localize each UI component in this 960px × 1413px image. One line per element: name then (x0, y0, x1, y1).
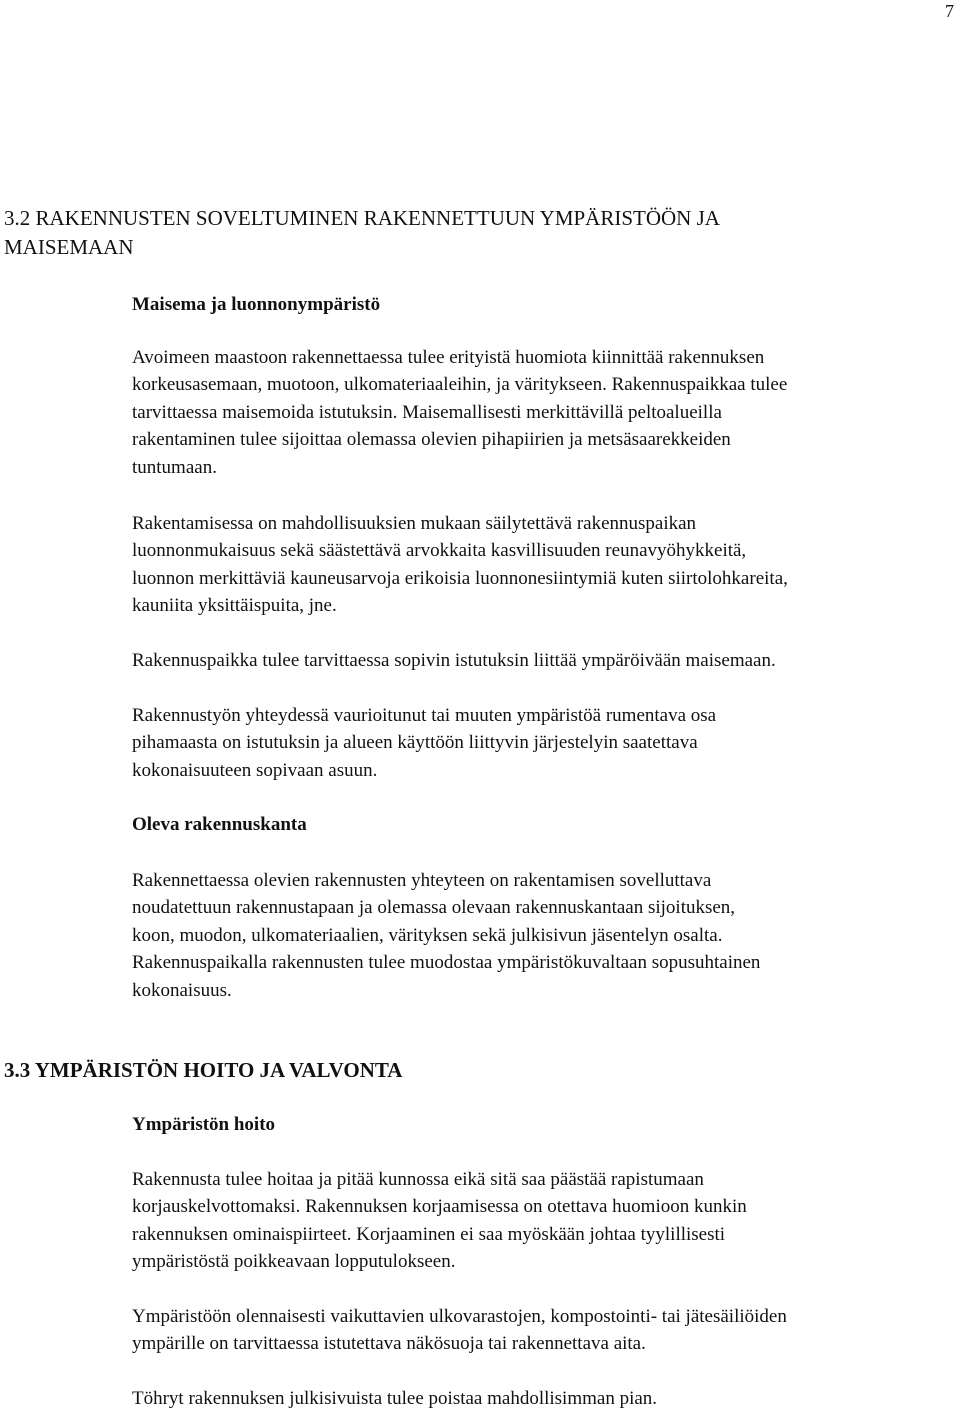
section-title-3-3: 3.3 YMPÄRISTÖN HOITO JA VALVONTA (4, 1058, 403, 1082)
paragraph-maintenance-2: Ympäristöön olennaisesti vaikuttavien ulkovarastojen, kompostointi- tai jätesäiliöiden ympärille on tarvittaessa istutettava näkösuoja tai rakennettava aita. (132, 1306, 787, 1355)
subheading-maintenance: Ympäristön hoito (132, 1114, 276, 1135)
paragraph-maintenance-3: Töhryt rakennuksen julkisivuista tulee poistaa mahdollisimman pian. (132, 1388, 658, 1409)
paragraph-landscape-2: Rakentamisessa on mahdollisuuksien mukaan säilytettävä rakennuspaikan luonnonmukaisuus sekä säästettävä arvokkaita kasvillisuuden reunavyöhykkeitä, luonnon merkittäviä kauneusarvoja erikoisia luonnonesiintymiä kuten siirtolohkareita, kauniita yksittäispuita, jne. (132, 513, 788, 617)
paragraph-existing-buildings-1: Rakennettaessa olevien rakennusten yhteyteen on rakentamisen sovelluttava noudatettuun rakennustapaan ja olemassa olevaan rakennuskantaan sijoituksen, koon, muodon, ulkomateriaalien, värityksen sekä julkisivun jäsentelyn osalta. Rakennuspaikalla rakennusten tulee muodostaa ympäristökuvaltaan sopusuhtainen kokonaisuus. (132, 870, 761, 1001)
section-title-3-2: 3.2 RAKENNUSTEN SOVELTUMINEN RAKENNETTUUN YMPÄRISTÖÖN JA MAISEMAAN (4, 206, 720, 259)
subheading-existing-buildings: Oleva rakennuskanta (132, 814, 307, 835)
paragraph-maintenance-1: Rakennusta tulee hoitaa ja pitää kunnossa eikä sitä saa päästää rapistumaan korjauskelvottomaksi. Rakennuksen korjaamisessa on otettava huomioon kunkin rakennuksen ominaispiirteet. Korjaaminen ei saa myöskään johtaa tyylillisesti ympäristöstä poikkeavaan lopputulokseen. (132, 1169, 747, 1273)
subheading-landscape: Maisema ja luonnonympäristö (132, 294, 381, 315)
paragraph-landscape-3: Rakennuspaikka tulee tarvittaessa sopivin istutuksin liittää ympäröivään maisemaan. (132, 650, 776, 671)
page-number: 7 (945, 1, 954, 21)
paragraph-landscape-1: Avoimeen maastoon rakennettaessa tulee erityistä huomiota kiinnittää rakennuksen korkeusasemaan, muotoon, ulkomateriaaleihin, ja väritykseen. Rakennuspaikkaa tulee tarvittaessa maisemoida istutuksin. Maisemallisesti merkittävillä peltoalueilla rakentaminen tulee sijoittaa olemassa olevien pihapiirien ja metsäsaarekkeiden tuntumaan. (132, 347, 788, 478)
paragraph-landscape-4: Rakennustyön yhteydessä vaurioitunut tai muuten ympäristöä rumentava osa pihamaasta on istutuksin ja alueen käyttöön liittyvin järjestelyin saatettava kokonaisuuteen sopivaan asuun. (132, 705, 717, 781)
